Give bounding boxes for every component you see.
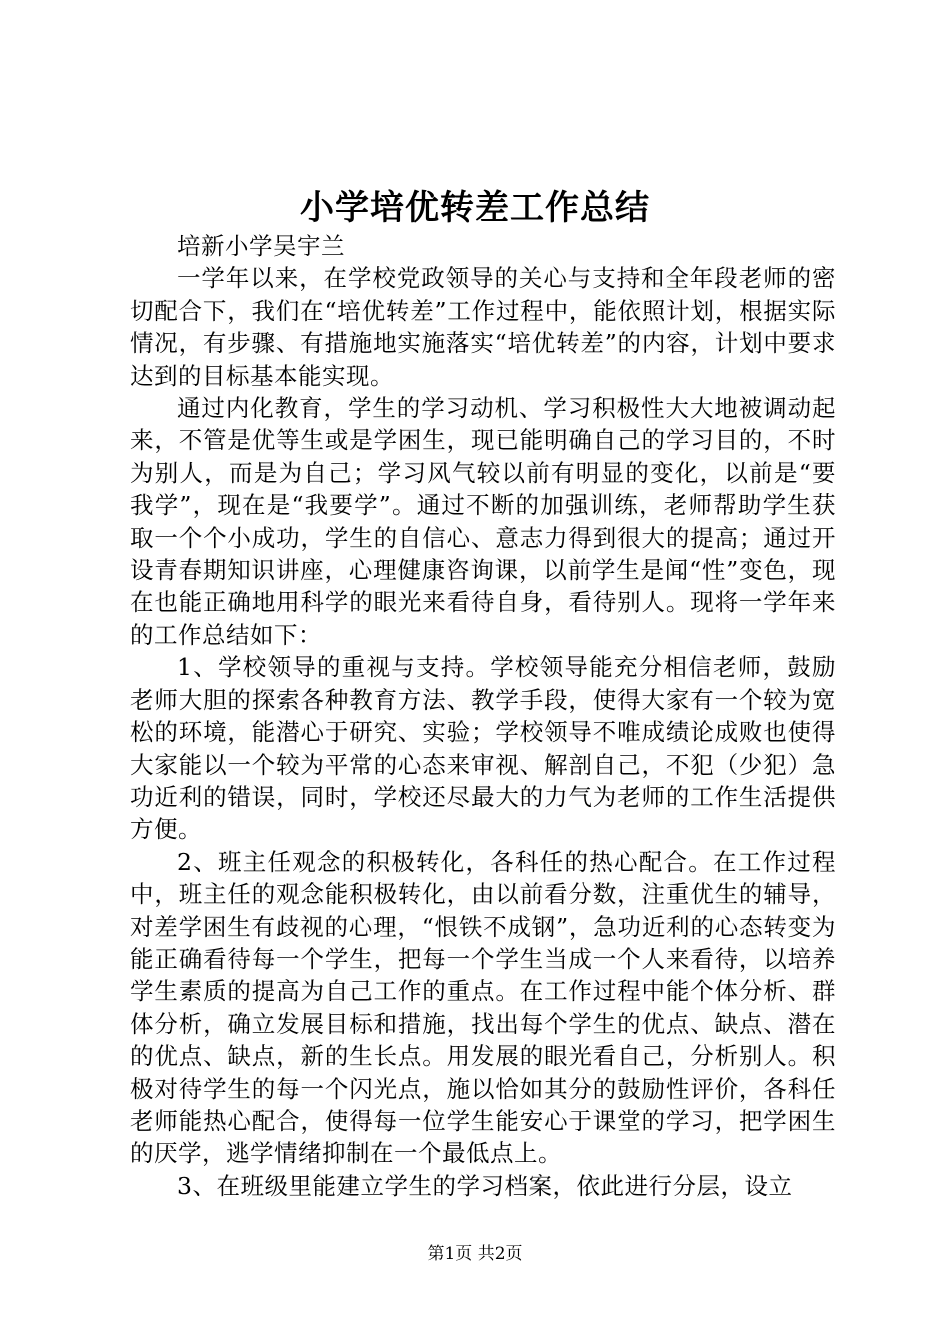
author-line: 培新小学吴宇兰 bbox=[177, 232, 345, 260]
document-body bbox=[130, 230, 836, 1202]
page-footer: 第1页 共2页 bbox=[427, 1244, 523, 1264]
paragraph-item-2: 2、班主任观念的积极转化，各科任的热心配合。在工作过程中，班主任的观念能积极转化，由以前看分数，注重优生的辅导，对差学困生有歧视的心理，“恨铁不成钢”，急功近利的心态转变为能正确看待每一个学生，把每一个学生当成一个人来看待，以培养学生素质的提高为自己工作的重点。在工作过程中能个体分析、群体分析，确立发展目标和措施，找出每个学生的优点、缺点、潜在的优点、缺点，新的生长点。用发展的眼光看自己，分析别人。积极对待学生的每一个闪光点，施以恰如其分的鼓励性评价，各科任老师能热心配合，使得每一位学生能安心于课堂的学习，把学困生的厌学，逃学情绪抑制在一个最低点上。 bbox=[130, 847, 836, 1168]
paragraph-item-3: 3、在班级里能建立学生的学习档案，依此进行分层，设立 bbox=[177, 1171, 793, 1200]
paragraph-overview: 通过内化教育，学生的学习动机、学习积极性大大地被调动起来，不管是优等生或是学困生，现已能明确自己的学习目的，不时为别人，而是为自己；学习风气较以前有明显的变化，以前是“要我学”，现在是“我要学”。通过不断的加强训练，老师帮助学生获取一个个小成功，学生的自信心、意志力得到很大的提高；通过开设青春期知识讲座，心理健康咨询课，以前学生是闻“性”变色，现在也能正确地用科学的眼光来看待自身，看待别人。现将一学年来的工作总结如下： bbox=[130, 394, 836, 649]
paragraph-intro: 一学年以来，在学校党政领导的关心与支持和全年段老师的密切配合下，我们在“培优转差”工作过程中，能依照计划，根据实际情况，有步骤、有措施地实施落实“培优转差”的内容，计划中要求达到的目标基本能实现。 bbox=[130, 264, 836, 390]
paragraph-item-1: 1、学校领导的重视与支持。学校领导能充分相信老师，鼓励老师大胆的探索各种教育方法、教学手段，使得大家有一个较为宽松的环境，能潜心于研究、实验；学校领导不唯成绩论成败也使得大家能以一个较为平常的心态来审视、解剖自己，不犯（少犯）急功近利的错误，同时，学校还尽最大的力气为老师的工作生活提供方便。 bbox=[130, 653, 836, 844]
document-title: 小学培优转差工作总结 bbox=[300, 188, 650, 228]
